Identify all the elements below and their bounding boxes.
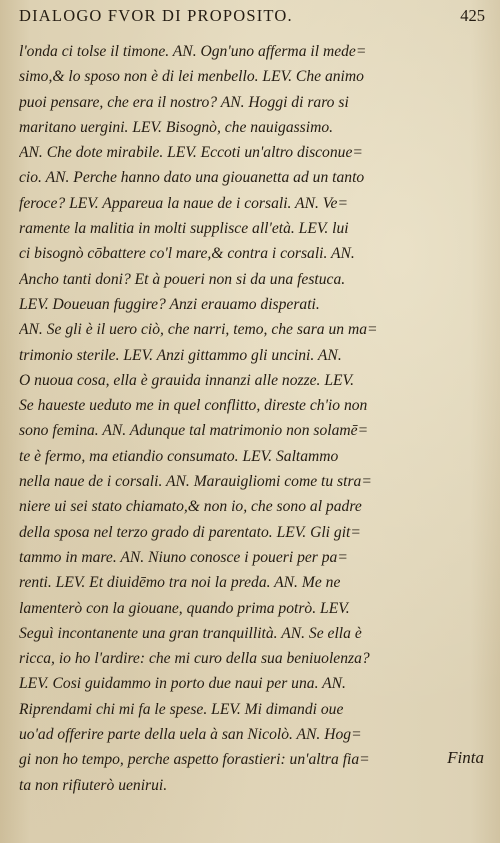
text-line: trimonio sterile. LEV. Anzi gittammo gli uncini. AN. (19, 346, 342, 364)
text-line: feroce? LEV. Appareua la naue de i corsali. AN. Ve= (19, 194, 349, 212)
text-line: renti. LEV. Et diuidēmo tra noi la preda. AN. Me ne (19, 574, 341, 592)
text-line: LEV. Doueuan fuggire? Anzi erauamo disperati. (19, 295, 320, 313)
running-head (19, 6, 485, 28)
text-line: gi non ho tempo, perche aspetto forastieri: un'altra fia= (19, 751, 370, 769)
text-line: Se haueste ueduto me in quel conflitto, direste ch'io non (19, 397, 368, 415)
text-line: della sposa nel terzo grado di parentato. LEV. Gli git= (19, 523, 361, 541)
text-line: AN. Che dote mirabile. LEV. Eccoti un'altro disconue= (19, 144, 363, 162)
text-line: niere ui sei stato chiamato,& non io, che sono al padre (19, 498, 362, 516)
catchword: Finta (447, 748, 484, 767)
text-line: maritano uergini. LEV. Bisognò, che nauigassimo. (19, 118, 334, 136)
text-line: ramente la malitia in molti supplisce all'età. LEV. lui (19, 220, 349, 238)
text-line: Ancho tanti doni? Et à poueri non si da una festuca. (19, 270, 346, 288)
text-line: puoi pensare, che era il nostro? AN. Hoggi di raro si (19, 93, 349, 111)
page-number: 425 (460, 6, 485, 25)
text-line: AN. Se gli è il uero ciò, che narri, temo, che sara un ma= (19, 321, 378, 339)
text-line: Seguì incontanente una gran tranquillità. AN. Se ella è (19, 624, 362, 642)
text-line: l'onda ci tolse il timone. AN. Ogn'uno afferma il mede= (19, 43, 367, 60)
text-line: LEV. Cosi guidammo in porto due naui per una. AN. (19, 675, 346, 693)
text-line: ricca, io ho l'ardire: che mi curo della sua beniuolenza? (19, 650, 370, 668)
text-line: nella naue de i corsali. AN. Marauigliomi come tu stra= (19, 473, 372, 491)
text-line: te è fermo, ma etiandio consumato. LEV. Saltammo (19, 447, 339, 465)
text-line: lamenterò con la giouane, quando prima potrò. LEV. (19, 599, 350, 617)
text-line: Riprendami chi mi fa le spese. LEV. Mi dimandi oue (19, 700, 344, 718)
text-line: tammo in mare. AN. Niuno conosce i poueri per pa= (19, 548, 348, 566)
text-line: cio. AN. Perche hanno dato una giouanetta ad un tanto (19, 169, 365, 187)
running-head-title: DIALOGO FVOR DI PROPOSITO. (19, 6, 293, 25)
text-line: O nuoua cosa, ella è grauida innanzi alle nozze. LEV. (19, 371, 354, 389)
text-line: uo'ad offerire parte della uela à san Nicolò. AN. Hog= (19, 726, 362, 744)
text-line: sono femina. AN. Adunque tal matrimonio non solamē= (19, 422, 369, 440)
text-line: ta non rifiuterò uenirui. (19, 776, 168, 794)
text-line: ci bisognò cōbattere co'l mare,& contra i corsali. AN. (19, 245, 355, 263)
dialogue-text-block (19, 39, 489, 798)
text-line: simo,& lo sposo non è di lei menbello. LEV. Che animo (19, 68, 364, 86)
